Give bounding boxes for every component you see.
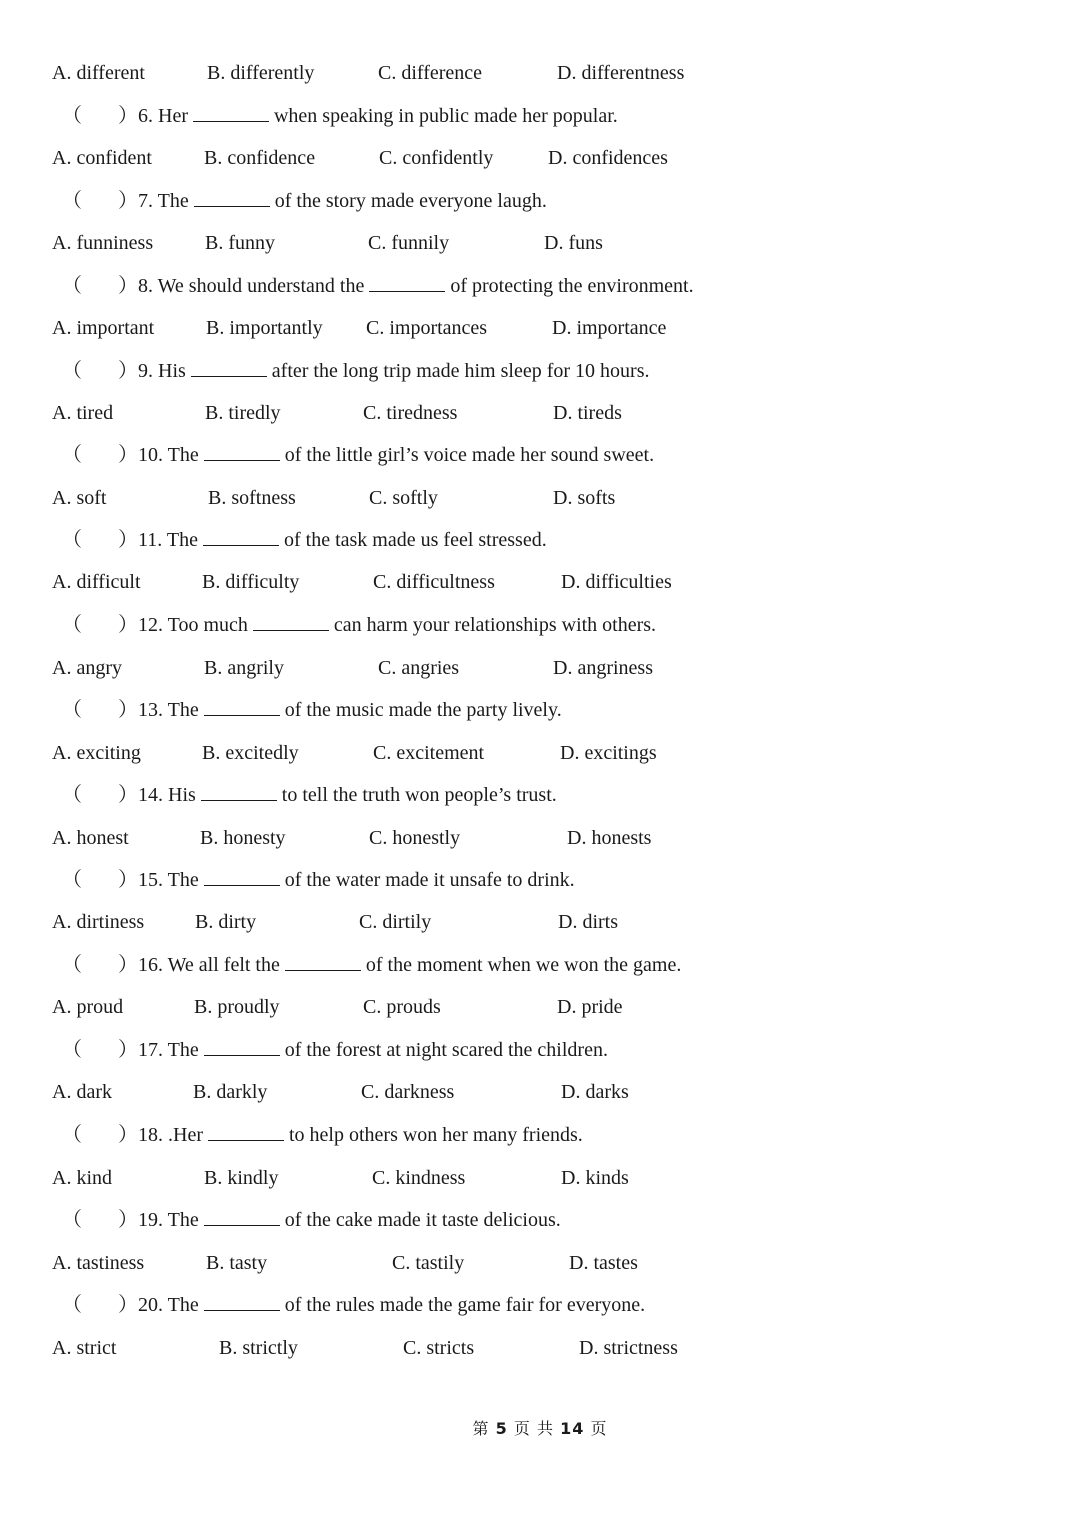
question-row-q9 [0, 356, 1080, 386]
question-row-q15 [0, 865, 1080, 895]
question-row-q10 [0, 440, 1080, 470]
option-b: B. excitedly [202, 742, 299, 764]
question-row-q18 [0, 1120, 1080, 1150]
option-c: C. stricts [403, 1337, 475, 1359]
option-d: D. strictness [579, 1337, 678, 1359]
question-row-q14 [0, 780, 1080, 810]
option-a: A. tastiness [52, 1252, 145, 1274]
option-d: D. pride [557, 996, 623, 1018]
options-row-q15 [0, 907, 1080, 937]
question-number: 14. [138, 784, 163, 806]
answer-paren-close: ） [118, 784, 138, 806]
options-row-q13 [0, 738, 1080, 768]
question-row-q12 [0, 610, 1080, 640]
option-d: D. excitings [560, 742, 657, 764]
question-text [138, 1290, 645, 1320]
options-row-q16 [0, 992, 1080, 1022]
answer-paren-open: （ [62, 1124, 82, 1146]
options-row-q6 [0, 143, 1080, 173]
option-b: B. tiredly [205, 402, 281, 424]
answer-paren-close: ） [118, 954, 138, 976]
option-b: B. difficulty [202, 571, 300, 593]
question-number: 8. [138, 275, 153, 297]
option-b: B. differently [207, 62, 315, 84]
question-number: 10. [138, 444, 163, 466]
question-row-q19 [0, 1205, 1080, 1235]
answer-paren-open: （ [62, 1209, 82, 1231]
question-row-q11 [0, 525, 1080, 555]
question-post: of the moment when we won the game. [365, 954, 682, 976]
option-d: D. dirts [558, 911, 618, 933]
question-text [138, 101, 618, 131]
answer-paren-open: （ [62, 1039, 82, 1061]
option-d: D. tastes [569, 1252, 638, 1274]
option-c: C. softly [369, 487, 438, 509]
options-row-q9 [0, 398, 1080, 428]
answer-paren-close: ） [118, 1294, 138, 1316]
option-a: A. dark [52, 1081, 112, 1103]
option-a: A. different [52, 62, 145, 84]
option-a: A. important [52, 317, 155, 339]
answer-paren-close: ） [118, 105, 138, 127]
option-b: B. importantly [206, 317, 323, 339]
question-pre: The [167, 1294, 199, 1316]
options-row-q14 [0, 823, 1080, 853]
answer-paren-open: （ [62, 954, 82, 976]
option-b: B. dirty [195, 911, 257, 933]
options-row-q18 [0, 1163, 1080, 1193]
option-a: A. confident [52, 147, 152, 169]
answer-paren-close: ） [118, 699, 138, 721]
question-row-q8 [0, 271, 1080, 301]
answer-blank [204, 1035, 280, 1056]
answer-blank [201, 780, 277, 801]
option-b: B. softness [208, 487, 296, 509]
question-number: 17. [138, 1039, 163, 1061]
option-b: B. darkly [193, 1081, 268, 1103]
question-post: of the water made it unsafe to drink. [284, 869, 575, 891]
answer-blank [204, 865, 280, 886]
option-d: D. tireds [553, 402, 622, 424]
question-row-q17 [0, 1035, 1080, 1065]
answer-paren-open: （ [62, 1294, 82, 1316]
question-post: of the little girl’s voice made her sound sweet. [284, 444, 655, 466]
option-c: C. kindness [372, 1167, 466, 1189]
question-text [138, 271, 694, 301]
question-pre: The [166, 529, 198, 551]
options-row-q17 [0, 1077, 1080, 1107]
options-row-q12 [0, 653, 1080, 683]
option-c: C. difference [378, 62, 483, 84]
question-pre: The [157, 190, 189, 212]
question-number: 9. [138, 360, 153, 382]
option-c: C. darkness [361, 1081, 455, 1103]
answer-paren-close: ） [118, 869, 138, 891]
question-pre: We all felt the [167, 954, 280, 976]
question-post: to tell the truth won people’s trust. [281, 784, 557, 806]
option-b: B. kindly [204, 1167, 279, 1189]
question-row-q20 [0, 1290, 1080, 1320]
question-number: 15. [138, 869, 163, 891]
answer-paren-open: （ [62, 784, 82, 806]
answer-blank [204, 1290, 280, 1311]
answer-paren-open: （ [62, 699, 82, 721]
options-row-q5 [0, 58, 1080, 88]
footer-ye-end: 页 [590, 1419, 608, 1438]
answer-paren-close: ） [118, 190, 138, 212]
option-d: D. softs [553, 487, 616, 509]
option-c: C. importances [366, 317, 488, 339]
option-a: A. honest [52, 827, 129, 849]
option-d: D. difficulties [561, 571, 672, 593]
question-text [138, 356, 649, 386]
question-text [138, 610, 656, 640]
question-pre: We should understand the [157, 275, 365, 297]
option-d: D. funs [544, 232, 603, 254]
option-c: C. excitement [373, 742, 485, 764]
option-c: C. tastily [392, 1252, 465, 1274]
answer-paren-open: （ [62, 869, 82, 891]
question-text [138, 440, 654, 470]
answer-paren-open: （ [62, 529, 82, 551]
option-a: A. angry [52, 657, 122, 679]
option-b: B. angrily [204, 657, 284, 679]
answer-blank [204, 440, 280, 461]
question-post: of the music made the party lively. [284, 699, 562, 721]
answer-blank [191, 356, 267, 377]
question-pre: His [168, 784, 196, 806]
question-row-q7 [0, 186, 1080, 216]
answer-blank [204, 1205, 280, 1226]
question-text [138, 780, 557, 810]
option-c: C. angries [378, 657, 460, 679]
question-number: 6. [138, 105, 153, 127]
footer-ye: 页 [513, 1419, 531, 1438]
answer-blank [194, 186, 270, 207]
option-c: C. confidently [379, 147, 494, 169]
current-page-number: 5 [495, 1419, 508, 1438]
question-pre: His [158, 360, 186, 382]
option-c: C. prouds [363, 996, 441, 1018]
option-d: D. confidences [548, 147, 668, 169]
option-a: A. funniness [52, 232, 154, 254]
option-c: C. dirtily [359, 911, 432, 933]
options-row-q19 [0, 1248, 1080, 1278]
question-number: 12. [138, 614, 163, 636]
total-page-count: 14 [560, 1419, 585, 1438]
question-text [138, 695, 562, 725]
options-row-q8 [0, 313, 1080, 343]
question-number: 11. [138, 529, 163, 551]
answer-paren-close: ） [118, 1124, 138, 1146]
option-b: B. confidence [204, 147, 316, 169]
option-a: A. tired [52, 402, 114, 424]
question-pre: Too much [167, 614, 248, 636]
option-a: A. kind [52, 1167, 112, 1189]
question-pre: Her [158, 105, 188, 127]
question-post: can harm your relationships with others. [333, 614, 657, 636]
option-a: A. difficult [52, 571, 141, 593]
option-d: D. importance [552, 317, 667, 339]
option-b: B. honesty [200, 827, 286, 849]
question-post: to help others won her many friends. [288, 1124, 583, 1146]
question-number: 18. [138, 1124, 163, 1146]
answer-paren-open: （ [62, 360, 82, 382]
answer-paren-close: ） [118, 614, 138, 636]
question-post: of the story made everyone laugh. [274, 190, 547, 212]
answer-paren-close: ） [118, 444, 138, 466]
option-d: D. honests [567, 827, 652, 849]
answer-blank [193, 101, 269, 122]
question-pre: The [167, 869, 199, 891]
question-text [138, 525, 547, 555]
question-post: of the forest at night scared the children. [284, 1039, 608, 1061]
question-pre: The [167, 1039, 199, 1061]
question-pre: .Her [168, 1124, 203, 1146]
answer-paren-open: （ [62, 190, 82, 212]
answer-paren-open: （ [62, 275, 82, 297]
option-a: A. strict [52, 1337, 117, 1359]
option-c: C. funnily [368, 232, 450, 254]
option-d: D. angriness [553, 657, 653, 679]
answer-paren-open: （ [62, 614, 82, 636]
option-a: A. dirtiness [52, 911, 145, 933]
answer-blank [253, 610, 329, 631]
question-post: when speaking in public made her popular. [273, 105, 618, 127]
option-c: C. tiredness [363, 402, 458, 424]
question-text [138, 1035, 608, 1065]
answer-paren-close: ） [118, 1039, 138, 1061]
options-row-q11 [0, 567, 1080, 597]
question-row-q13 [0, 695, 1080, 725]
answer-blank [369, 271, 445, 292]
question-post: of the cake made it taste delicious. [284, 1209, 561, 1231]
options-row-q10 [0, 483, 1080, 513]
question-number: 7. [138, 190, 153, 212]
answer-blank [208, 1120, 284, 1141]
question-number: 20. [138, 1294, 163, 1316]
options-row-q20 [0, 1333, 1080, 1363]
answer-paren-close: ） [118, 360, 138, 382]
question-row-q16 [0, 950, 1080, 980]
answer-blank [203, 525, 279, 546]
option-b: B. proudly [194, 996, 280, 1018]
question-row-q6 [0, 101, 1080, 131]
answer-paren-open: （ [62, 105, 82, 127]
option-c: C. honestly [369, 827, 461, 849]
question-text [138, 865, 575, 895]
question-text [138, 950, 681, 980]
answer-paren-close: ） [118, 275, 138, 297]
question-text [138, 186, 547, 216]
question-pre: The [167, 699, 199, 721]
option-d: D. kinds [561, 1167, 629, 1189]
question-post: after the long trip made him sleep for 10 hours. [271, 360, 650, 382]
question-number: 19. [138, 1209, 163, 1231]
answer-paren-close: ） [118, 1209, 138, 1231]
option-b: B. tasty [206, 1252, 268, 1274]
answer-paren-open: （ [62, 444, 82, 466]
option-c: C. difficultness [373, 571, 495, 593]
question-post: of protecting the environment. [450, 275, 694, 297]
answer-blank [285, 950, 361, 971]
question-text [138, 1205, 561, 1235]
option-a: A. proud [52, 996, 124, 1018]
option-a: A. exciting [52, 742, 141, 764]
question-post: of the rules made the game fair for everyone. [284, 1294, 646, 1316]
answer-paren-close: ） [118, 529, 138, 551]
question-text [138, 1120, 583, 1150]
answer-blank [204, 695, 280, 716]
footer-di: 第 [472, 1419, 490, 1438]
question-post: of the task made us feel stressed. [284, 529, 547, 551]
option-d: D. differentness [557, 62, 685, 84]
question-pre: The [167, 1209, 199, 1231]
option-b: B. funny [205, 232, 275, 254]
question-number: 13. [138, 699, 163, 721]
footer-gong: 共 [536, 1419, 554, 1438]
question-number: 16. [138, 954, 163, 976]
option-a: A. soft [52, 487, 107, 509]
page-footer [0, 1416, 1080, 1439]
option-d: D. darks [561, 1081, 629, 1103]
question-pre: The [167, 444, 199, 466]
options-row-q7 [0, 228, 1080, 258]
option-b: B. strictly [219, 1337, 298, 1359]
